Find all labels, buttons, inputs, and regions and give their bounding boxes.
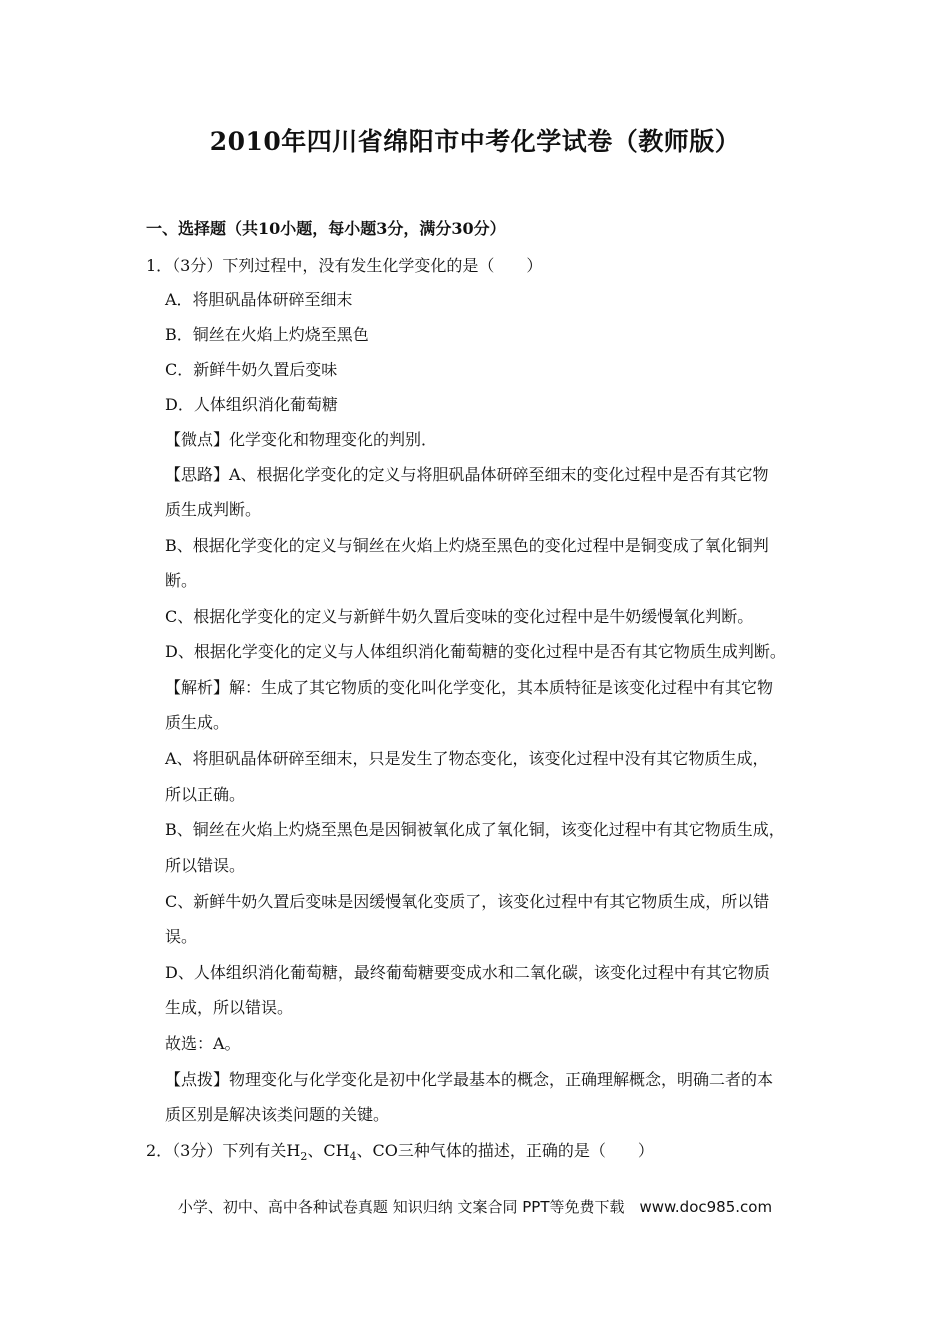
page-title: 2010年四川省绵阳市中考化学试卷（教师版） — [209, 127, 741, 156]
analysis-line: 质生成判断。 — [165, 500, 262, 519]
solution-line: 所以错误。 — [165, 856, 246, 875]
solution-line: B、铜丝在火焰上灼烧至黑色是因铜被氧化成了氧化铜，该变化过程中有其它物质生成， — [165, 820, 785, 839]
question-2-stem — [146, 1141, 654, 1167]
q2-text-part: 、CO三种气体的描述，正确的是（ ） — [356, 1141, 654, 1160]
knowledge-point: 【微点】化学变化和物理变化的判别． — [165, 430, 438, 449]
q2-subscript: 2 — [300, 1150, 308, 1164]
solution-line: 所以正确。 — [165, 785, 246, 804]
solution-line: D、人体组织消化葡萄糖，最终葡萄糖要变成水和二氧化碳，该变化过程中有其它物质 — [165, 963, 770, 982]
solution-line: 误。 — [165, 927, 198, 946]
analysis-line: 断。 — [165, 571, 198, 590]
analysis-line: D、根据化学变化的定义与人体组织消化葡萄糖的变化过程中是否有其它物质生成判断。 — [165, 642, 786, 661]
section-heading: 一、选择题（共10小题，每小题3分，满分30分） — [146, 219, 506, 238]
q2-subscript: 4 — [349, 1150, 357, 1164]
solution-line: 生成，所以错误。 — [165, 998, 294, 1017]
option-c: C．新鲜牛奶久置后变味 — [165, 360, 338, 379]
q2-text-part: 、CH — [307, 1141, 350, 1160]
question-1-stem: 1．（3分）下列过程中，没有发生化学变化的是（ ） — [146, 256, 543, 275]
solution-line: 质生成。 — [165, 713, 230, 732]
page-footer: 小学、初中、高中各种试卷真题 知识归纳 文案合同 PPT等免费下载 www.doc985.com — [177, 1198, 773, 1216]
option-a: A．将胆矾晶体研碎至细末 — [165, 290, 353, 309]
analysis-line: 【思路】A、根据化学变化的定义与将胆矾晶体研碎至细末的变化过程中是否有其它物 — [165, 465, 769, 484]
answer-line: 故选：A。 — [165, 1034, 241, 1053]
solution-line: A、将胆矾晶体研碎至细末，只是发生了物态变化，该变化过程中没有其它物质生成， — [165, 749, 769, 768]
analysis-line: C、根据化学变化的定义与新鲜牛奶久置后变味的变化过程中是牛奶缓慢氧化判断。 — [165, 607, 754, 626]
solution-line: 【解析】解：生成了其它物质的变化叫化学变化，其本质特征是该变化过程中有其它物 — [165, 678, 774, 697]
option-d: D．人体组织消化葡萄糖 — [165, 395, 338, 414]
comment-line: 质区别是解决该类问题的关键。 — [165, 1105, 390, 1124]
comment-line: 【点拨】物理变化与化学变化是初中化学最基本的概念，正确理解概念，明确二者的本 — [165, 1070, 774, 1089]
q2-text-part: 2．（3分）下列有关H — [146, 1141, 301, 1160]
option-b: B．铜丝在火焰上灼烧至黑色 — [165, 325, 369, 344]
analysis-line: B、根据化学变化的定义与铜丝在火焰上灼烧至黑色的变化过程中是铜变成了氧化铜判 — [165, 536, 769, 555]
solution-line: C、新鲜牛奶久置后变味是因缓慢氧化变质了，该变化过程中有其它物质生成，所以错 — [165, 892, 770, 911]
